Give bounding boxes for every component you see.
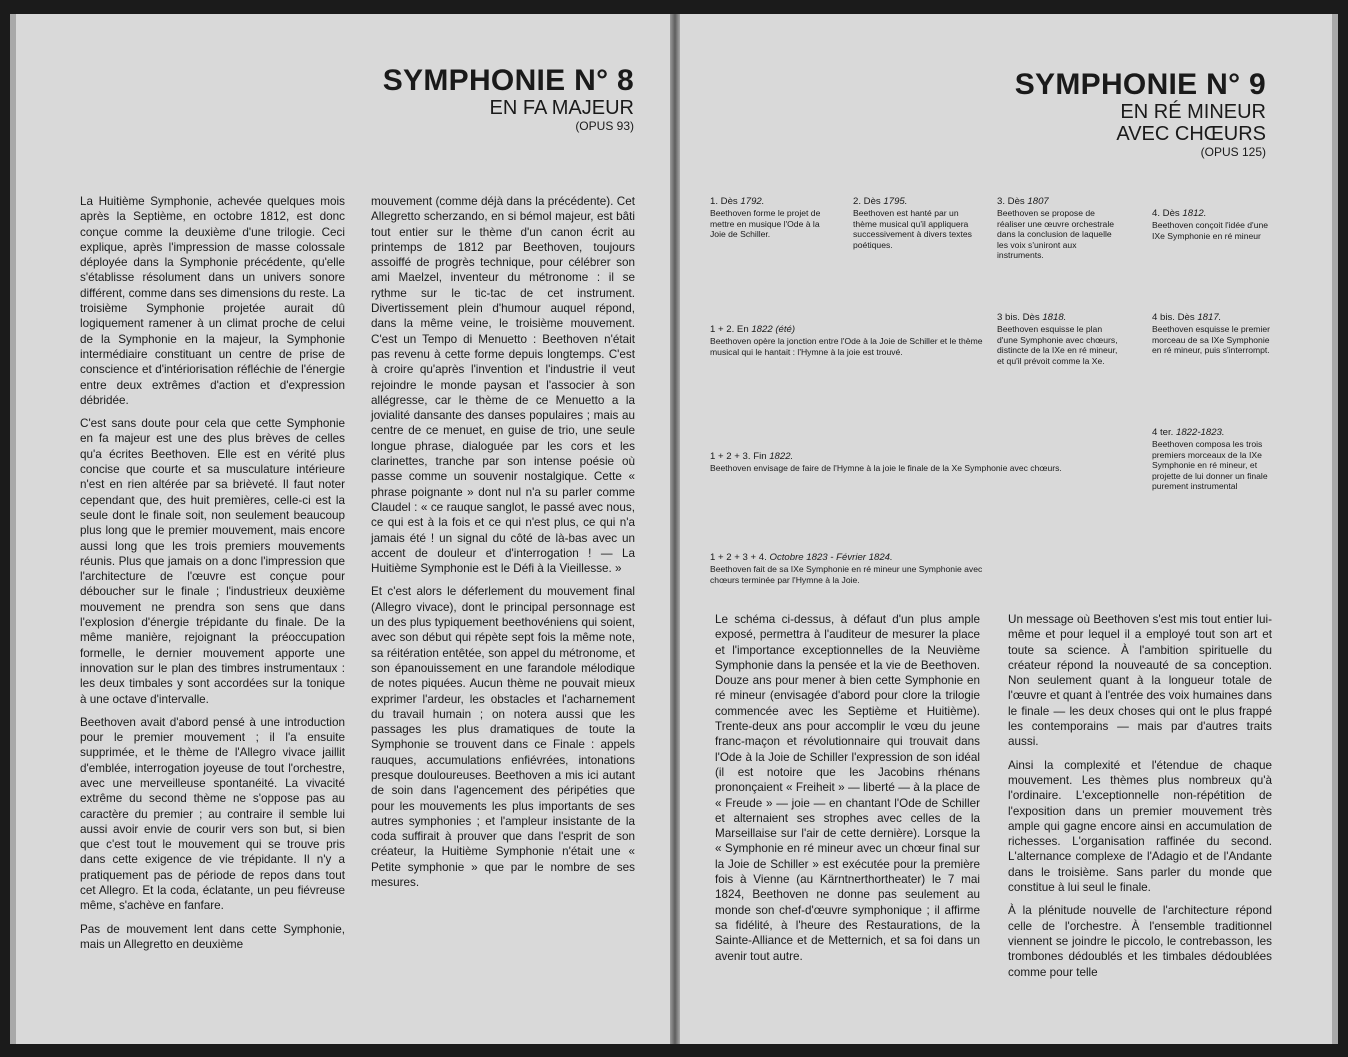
- timeline-label: 1 + 2 + 3 + 4. Octobre 1823 - Février 1824.: [710, 552, 893, 563]
- timeline-label: 1. Dès 1792.: [710, 196, 765, 207]
- page-edge: [10, 14, 16, 1044]
- timeline-text: Beethoven forme le projet de mettre en musique l'Ode à la Joie de Schiller.: [710, 208, 821, 240]
- timeline-text: Beethoven se propose de réaliser une œuvre orchestrale dans la conclusion de laquelle les voix s'uniront aux instruments.: [997, 208, 1115, 261]
- timeline-label: 3 bis. Dès 1818.: [997, 312, 1067, 323]
- timeline-text: Beethoven fait de sa IXe Symphonie en ré mineur une Symphonie avec chœurs terminée par l'Hymne à la Joie.: [710, 564, 983, 585]
- left-page: [10, 14, 670, 1044]
- left-column-2: [371, 194, 635, 898]
- paragraph: Un message où Beethoven s'est mis tout entier lui-même et pour lequel il a employé tout son art et toute sa science. À l'ambition spirituelle du créateur répond la nouveauté de sa conception. Non seulement quant à la longueur totale de l'œuvre et quant à l'entrée des voix humaines dans le finale — les deux choses qui ont le plus frappé les contemporains — mais par d'autres traits aussi.: [1008, 613, 1272, 749]
- timeline-entry: [1152, 312, 1274, 356]
- book-gutter: [670, 14, 680, 1044]
- timeline-entry: [997, 196, 1121, 261]
- symphony-9-title: SYMPHONIE N° 9: [1014, 68, 1266, 101]
- symphony-8-title: SYMPHONIE N° 8: [382, 64, 634, 97]
- symphony-8-key: EN FA MAJEUR: [489, 97, 634, 119]
- paragraph: Pas de mouvement lent dans cette Symphonie, mais un Allegretto en deuxième: [80, 922, 345, 951]
- symphony-9-subtitle: AVEC CHŒURS: [1116, 123, 1266, 145]
- paragraph: Beethoven avait d'abord pensé à une introduction pour le premier mouvement ; il l'a ensuite supprimée, et le thème de l'Allegro vivace jaillit d'emblée, interrogation joyeuse de tout l'orchestre, avec une merveilleuse spontanéité. La vivacité extrême du second thème ne s'oppose pas au caractère du premier ; au contraire il semble lui aussi avoir envie de courir vers son but, si bien que c'est tout le mouvement qui se trouve pris dans cette exigence de vie trépidante. Il n'y a pratiquement pas de période de repos dans tout cet Allegro. Et la coda, éclatante, un peu fiévreuse même, s'achève en fanfare.: [80, 715, 345, 913]
- paragraph: mouvement (comme déjà dans la précédente). Cet Allegretto scherzando, en si bémol majeur, est bâti tout entier sur le thème d'un canon écrit au printemps de 1812 par Beethoven, toujours assoiffé de progrès technique, pour célébrer son ami Maelzel, inventeur du métronome : il se rythme sur le tic-tac de cet instrument. Divertissement plein d'humour auquel répond, dans la même veine, le troisième mouvement. C'est un Tempo di Menuetto : Beethoven n'était pas revenu à cette forme depuis longtemps. C'est à croire qu'après l'invention et l'industrie il veut rejoindre le monde paysan et l'associer à son allégresse, car le thème de ce Menuetto a la jovialité dansante des danses populaires ; mais au centre de ce menuet, en guise de trio, une seule longue phrase, dialoguée par les cors et les clarinettes, tranche par son intense poésie où passe comme un souvenir nostalgique. Cette « phrase poignante » dont nul n'a su parler comme Claudel : « ce rauque sanglot, le passé avec nous, ce qui est à la fois et ce qui n'est plus, ce qui n'a jamais été ! un signal du côté de là-bas avec un accent de douleur et d'interrogation ! — La Huitième Symphonie est le Défi à la Vieillesse. »: [371, 195, 635, 576]
- right-column-1: [715, 612, 980, 972]
- timeline-text: Beethoven esquisse le premier morceau de sa IXe Symphonie en ré mineur, puis s'interrompt.: [1152, 324, 1270, 356]
- paragraph: C'est sans doute pour cela que cette Symphonie en fa majeur est une des plus brèves de celles qu'a écrites Beethoven. Elle est en vérité plus concise que courte et sa musculature intérieure n'est en rien altérée par sa brièveté. Il faut noter cependant que, des huit premières, celle-ci est la seule dont le finale soit, non seulement beaucoup plus long que le premier mouvement, mais encore aussi long que les trois premiers mouvements réunis. Plus que jamais on a donc l'impression que l'architecture de l'œuvre est conçue pour déboucher sur le finale ; l'industrieux deuxième mouvement ne prendra son sens que dans l'explosion d'énergie trépidante du finale. De la même manière, rejoignant la préoccupation formelle, le dernier mouvement apporte une innovation sur le plan des timbres instrumentaux : les deux timbales y sont accordées sur la tonique à une octave d'intervalle.: [80, 417, 345, 706]
- right-column-2: [1008, 612, 1272, 988]
- symphony-9-heading: [1015, 70, 1266, 158]
- symphony-8-heading: [383, 66, 634, 132]
- timeline-text: Beethoven conçoit l'idée d'une IXe Symphonie en ré mineur: [1152, 220, 1269, 241]
- timeline-label: 4 bis. Dès 1817.: [1152, 312, 1222, 323]
- timeline-entry: [853, 196, 975, 250]
- timeline-text: Beethoven opère la jonction entre l'Ode à la Joie de Schiller et le thème musical qui le hantait : l'Hymne à la joie est trouvé.: [710, 336, 983, 357]
- paragraph: Ainsi la complexité et l'étendue de chaque mouvement. Les thèmes plus nombreux qu'à l'ordinaire. L'exceptionnelle non-répétition de l'exposition dans un premier mouvement très ample qui gagne encore ainsi en accumulation de richesses. L'organisation raffinée du second. L'alternance complexe de l'Adagio et de l'Andante dans le troisième. Sans parler du monde que constitue à lui seul le finale.: [1008, 758, 1272, 895]
- timeline-text: Beethoven est hanté par un thème musical qu'il appliquera successivement à divers textes poétiques.: [853, 208, 972, 250]
- paragraph: Et c'est alors le déferlement du mouvement final (Allegro vivace), dont le principal personnage est un des plus typiquement beethovéniens qui soient, avec son début qui répète sept fois la même note, sa réitération entêtée, son appel du métronome, et son épanouissement en une farandole mélodique de notes piquées. Aucun thème ne pouvait mieux exprimer l'ardeur, les obstacles et l'acharnement du travail humain ; on notera aussi que les passages les plus dramatiques de toute la Symphonie se trouvent dans ce Finale : appels rauques, accumulations enfiévrées, intonations presque douloureuses. Beethoven a mis ici autant de soin dans l'agencement des péripéties que pour les mouvements les plus importants de ses autres symphonies ; et l'ampleur insistante de la coda suffirait à prouver que dans l'esprit de son créateur, la Huitième Symphonie n'était une « Petite symphonie » que par le nombre de ses mesures.: [371, 585, 635, 890]
- symphony-8-opus: (OPUS 93): [575, 119, 634, 133]
- timeline-label: 1 + 2 + 3. Fin 1822.: [710, 451, 794, 462]
- symphony-9-opus: (OPUS 125): [1200, 145, 1266, 159]
- right-page: [680, 14, 1338, 1044]
- timeline-text: Beethoven envisage de faire de l'Hymne à la joie le finale de la Xe Symphonie avec chœurs.: [710, 463, 1062, 473]
- paragraph: À la plénitude nouvelle de l'architecture répond celle de l'orchestre. À l'ensemble traditionnel viennent se joindre le piccolo, le contrebasson, les trombones dédoublés et les timbales dédoublées comme pour telle: [1008, 904, 1272, 979]
- timeline-label: 1 + 2. En 1822 (été): [710, 324, 796, 335]
- timeline-label: 4. Dès 1812.: [1152, 208, 1207, 219]
- left-column-1: [80, 194, 345, 960]
- timeline-entry: [710, 552, 1008, 585]
- timeline-entry: [1152, 208, 1274, 241]
- page-edge: [1332, 14, 1338, 1044]
- timeline-text: Beethoven esquisse le plan d'une Symphonie avec chœurs, distincte de la IXe en ré mineur, et qu'il prévoit comme la Xe.: [997, 324, 1118, 366]
- paragraph: Le schéma ci-dessus, à défaut d'un plus ample exposé, permettra à l'auditeur de mesurer la place et l'importance exceptionnelles de la Neuvième Symphonie dans la pensée et la vie de Beethoven. Douze ans pour mener à bien cette Symphonie en ré mineur (envisagée d'abord pour clore la trilogie commencée avec les Septième et Huitième). Trente-deux ans pour accomplir le vœu du jeune franc-maçon et révolutionnaire qui trouvait dans l'Ode à la Joie de Schiller l'expression de son idéal (il est notoire que les Jacobins rhénans prononçaient « Freiheit » — liberté — à la place de « Freude » — joie — en chantant l'Ode de Schiller et alternaient ses strophes avec celles de la Marseillaise sur l'air de cette dernière). Lorsque la « Symphonie en ré mineur avec un chœur final sur la Joie de Schiller » est exécutée pour la première fois à Vienne (au Kärntnerthortheater) le 7 mai 1824, Beethoven ne donne pas seulement au monde son chef-d'œuvre symphonique ; il affirme sa fidélité, à l'heure des Restaurations, de la Sainte-Alliance et de Metternich, et sa foi dans un avenir tout autre.: [715, 613, 980, 963]
- paragraph: La Huitième Symphonie, achevée quelques mois après la Septième, en octobre 1812, est donc conçue comme la deuxième d'une trilogie. Ceci explique, après l'impression de masse colossale déployée dans la Symphonie précédente, qu'elle s'établisse résolument dans un univers sonore différent, comme dans ses dimensions du reste. La troisième Symphonie projetée aurait dû logiquement ramener à un climat proche de celui de la Symphonie en la majeur, la Symphonie intermédiaire constituant un centre de prise de conscience et d'intériorisation réfléchie de l'énergie entre deux extrêmes d'action et d'expression débridée.: [80, 195, 345, 407]
- timeline-entry: [1152, 427, 1274, 492]
- timeline-entry: [997, 312, 1121, 366]
- timeline-label: 3. Dès 1807: [997, 196, 1049, 207]
- timeline-entry: [710, 196, 832, 240]
- timeline-entry: [710, 324, 985, 357]
- timeline-label: 2. Dès 1795.: [853, 196, 908, 207]
- timeline-label: 4 ter. 1822-1823.: [1152, 427, 1225, 438]
- timeline-entry: [710, 451, 1142, 474]
- symphony-9-key: EN RÉ MINEUR: [1120, 101, 1266, 123]
- timeline-text: Beethoven composa les trois premiers morceaux de la IXe Symphonie en ré mineur, et projette de lui donner un finale purement instrumental: [1152, 439, 1268, 492]
